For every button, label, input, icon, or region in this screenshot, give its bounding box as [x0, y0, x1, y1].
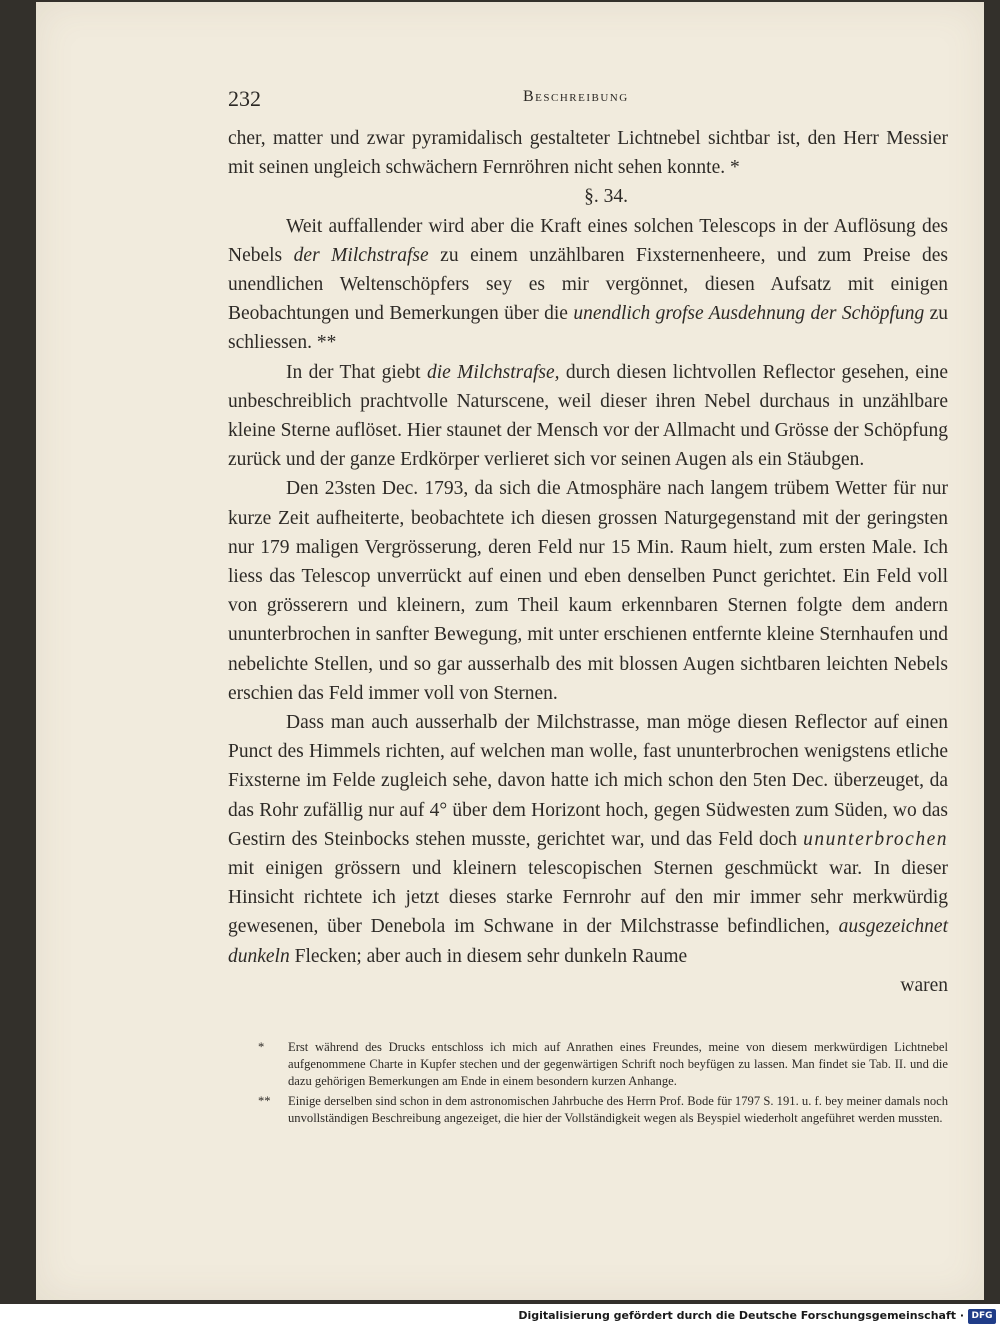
footnotes: [258, 1039, 948, 1129]
paragraph: [228, 358, 948, 475]
text-run: zu schliessen. **: [228, 303, 948, 354]
text-run: durch diesen lichtvollen Reflector gesehen, eine unbeschreiblich prachtvolle Naturscene, weil dieser ihren Nebel durchaus in unzählbare kleine Sterne auflöset. Hier staunet der Mensch vor der Allmacht und Grösse der Schöpfung zurück und der ganze Erdkörper verlieret sich vor seinen Augen als ein Stäubgen.: [228, 361, 948, 471]
footnote-text: Erst während des Drucks entschloss ich mich auf Anrathen eines Freundes, meine von diesem merkwürdigen Lichtnebel aufgenommene Charte in Kupfer stechen und der gegenwärtigen Schrift noch beyfügen zu lassen. Man findet sie Tab. II. und die dazu gehörigen Bemerkungen am Ende in einem besondern kurzen Anhange.: [288, 1040, 948, 1089]
catchword: waren: [900, 974, 948, 996]
funding-credit: Digitalisierung gefördert durch die Deutsche Forschungsgemeinschaft ·: [518, 1309, 964, 1322]
italic-term: der Milchstrafse: [293, 244, 429, 266]
credit-bar: [0, 1306, 1000, 1328]
footnote-mark: *: [258, 1040, 265, 1054]
paragraph: [228, 708, 948, 971]
footnote: [258, 1039, 948, 1091]
italic-term: unendlich grofse Ausdehnung der Schöpfung: [573, 303, 925, 325]
paragraph: [228, 212, 948, 358]
page-number: 232: [228, 86, 261, 111]
paragraph-continuation: cher, matter und zwar pyramidalisch gestalteter Lichtnebel sichtbar ist, den Herr Messier mit seinen ungleich schwächern Fernröhren nicht sehen konnte. *: [228, 128, 948, 179]
footnote: [258, 1093, 948, 1127]
text-run: zu einem unzählbaren Fixsternenheere, und zum Preise des unendlichen Weltenschöpfers sey es mir vergönnet, diesen Aufsatz mit einigen Beobachtungen und Bemerkungen über die: [228, 244, 948, 325]
footnote-text: Einige derselben sind schon in dem astronomischen Jahrbuche des Herrn Prof. Bode für 1797 S. 191. u. f. bey meiner damals noch unvollständigen Beschreibung angezeiget, die hier der Vollständigkeit wegen als Beyspiel wiederholt angeführet werden mussten.: [288, 1093, 948, 1125]
running-head: Beschreibung: [523, 88, 629, 105]
text-run: In der That giebt: [286, 361, 427, 383]
dfg-logo-icon: DFG: [968, 1309, 996, 1324]
text-run: Weit auffallender wird aber die Kraft eines solchen Telescops in der Auflösung des Nebels: [228, 215, 948, 266]
paragraph: Den 23sten Dec. 1793, da sich die Atmosphäre nach langem trübem Wetter für nur kurze Zeit aufheiterte, beobachtete ich diesen grossen Naturgegenstand mit der geringsten nur 179 maligen Vergrösserung, deren Feld nur 15 Min. Raum hielt, zum ersten Male. Ich liess das Telescop unverrückt auf einen und eben denselben Punct gerichtet. Ein Feld voll von grösserern und kleinern, zum Theil kaum erkennbaren Sternen folgte dem andern ununterbrochen in sanfter Bewegung, mit unter erschienen entfernte kleine Sternhaufen und nebelichte Stellen, und so gar ausserhalb des mit blossen Augen sichtbaren leichten Nebels erschien das Feld immer voll von Sternen.: [228, 478, 948, 704]
spaced-emphasis: ununterbrochen: [803, 828, 948, 850]
text-run: mit einigen grössern und kleinern telescopischen Sternen geschmückt war. In dieser Hinsicht richtete ich jetzt dieses starke Fernrohr auf den mir immer sehr merkwürdig gewesenen, über Denebola im Schwane in der Milchstrasse befindlichen,: [228, 858, 948, 938]
section-heading: §. 34.: [584, 186, 628, 208]
text-run: Dass man auch ausserhalb der Milchstrasse, man möge diesen Reflector auf einen Punct des Himmels richten, auf welchen man wolle, fast ununterbrochen wenigstens etliche Fixsterne im Felde zugleich sehe, davon hatte ich mich schon den 5ten Dec. überzeuget, da das Rohr zufällig nur auf 4° über dem Horizont hoch, gegen Südwesten zum Süden, wo das Gestirn des Steinbocks stehen musste, gerichtet war, und das Feld doch: [228, 712, 948, 850]
italic-term: ausgezeichnet dunkeln: [228, 916, 948, 967]
text-run: Flecken; aber auch in diesem sehr dunkeln Raume: [289, 945, 688, 967]
page-header: [228, 86, 948, 114]
footnote-mark: **: [258, 1093, 271, 1108]
italic-term: die Milchstrafse,: [426, 361, 560, 383]
main-text: [228, 124, 948, 1000]
